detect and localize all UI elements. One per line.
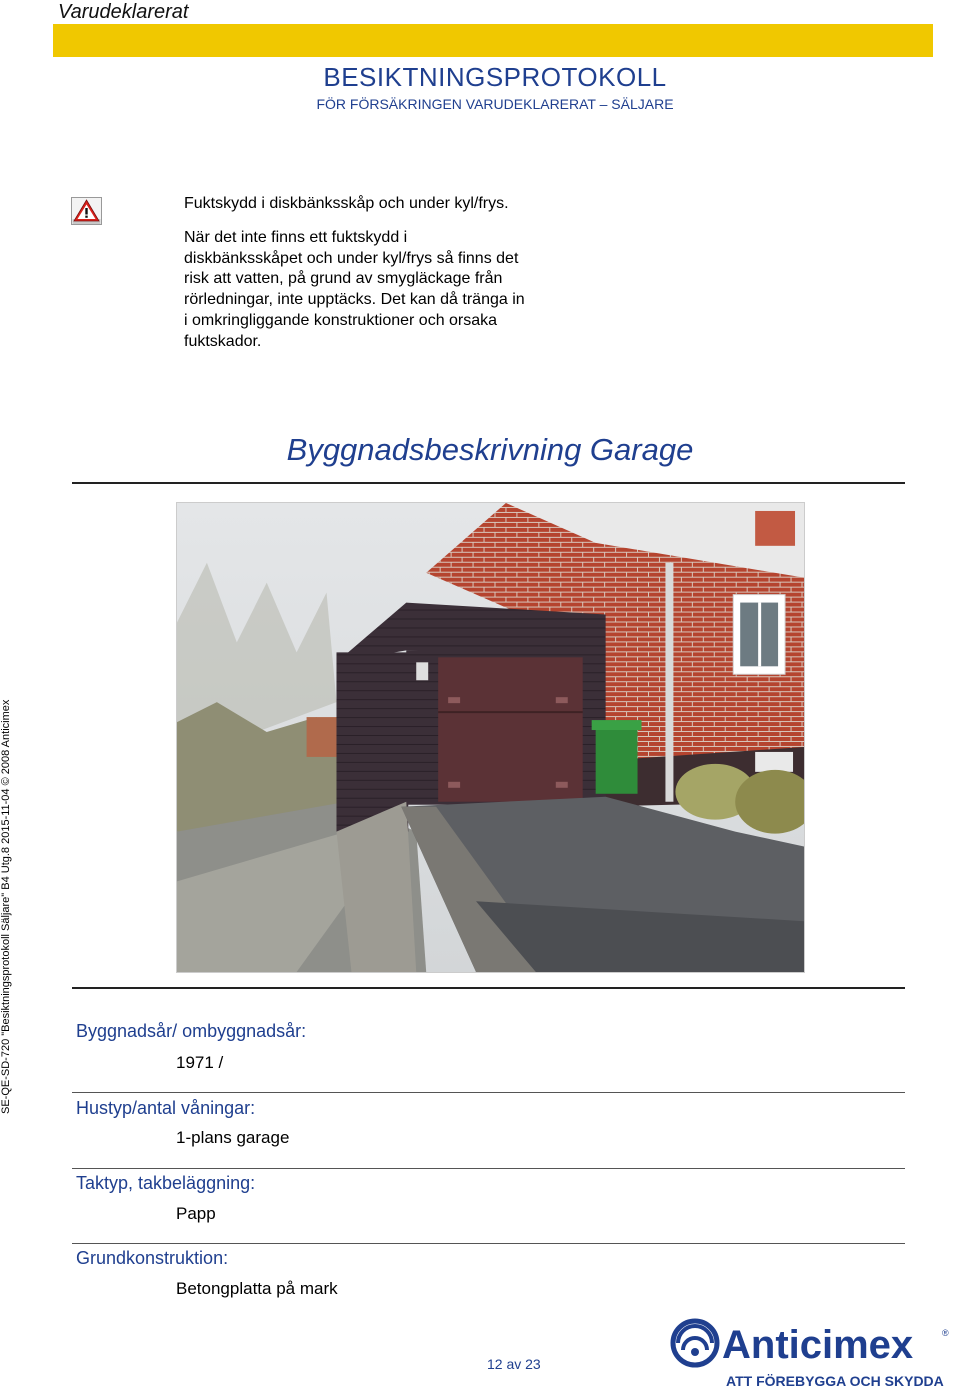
notice-block (184, 194, 529, 353)
field-value-roof: Papp (176, 1204, 216, 1223)
svg-text:®: ® (942, 1328, 949, 1338)
field-label-house-type: Hustyp/antal våningar: (76, 1098, 256, 1118)
page-number: 12 av 23 (487, 1356, 541, 1372)
field-label-roof: Taktyp, takbeläggning: (76, 1173, 256, 1193)
field-label-year: Byggnadsår/ ombyggnadsår: (76, 1021, 307, 1041)
anticimex-logo (670, 1316, 950, 1394)
document-title: BESIKTNINGSPROTOKOLL (323, 62, 667, 92)
field-divider (72, 1168, 905, 1169)
document-reference: SE-QE-SD-720 "Besiktningsprotokoll Säljare" B4 Utg.8 2015-11-04 © 2008 Anticimex (0, 699, 12, 1114)
brand-name: Varudeklarerat (58, 1, 189, 23)
section-divider-top (72, 482, 905, 484)
logo-mark-icon (673, 1321, 717, 1365)
field-label-foundation: Grundkonstruktion: (76, 1248, 229, 1268)
field-divider (72, 1243, 905, 1244)
section-divider-bottom (72, 987, 905, 989)
notice-heading: Fuktskydd i diskbänksskåp och under kyl/frys. (184, 195, 509, 212)
field-value-foundation: Betongplatta på mark (176, 1279, 338, 1298)
field-value-house-type: 1-plans garage (176, 1128, 290, 1147)
garage-photo (176, 502, 805, 973)
logo-tagline: ATT FÖREBYGGA OCH SKYDDA (726, 1373, 944, 1389)
section-heading: Byggnadsbeskrivning Garage (286, 432, 694, 467)
logo-wordmark: Anticimex (722, 1323, 914, 1367)
field-divider (72, 1092, 905, 1093)
header-bar (53, 24, 933, 57)
warning-icon (71, 197, 102, 225)
notice-body: När det inte finns ett fuktskydd i diskbänksskåpet och under kyl/frys så finns det risk att vatten, på grund av smygläckage från rörledningar, inte upptäcks. Det kan då tränga in i omkringliggande konstruktioner och orsaka fuktskador. (184, 228, 525, 350)
document-subtitle: FÖR FÖRSÄKRINGEN VARUDEKLARERAT – SÄLJARE (316, 96, 674, 112)
field-value-year: 1971 / (176, 1053, 224, 1072)
